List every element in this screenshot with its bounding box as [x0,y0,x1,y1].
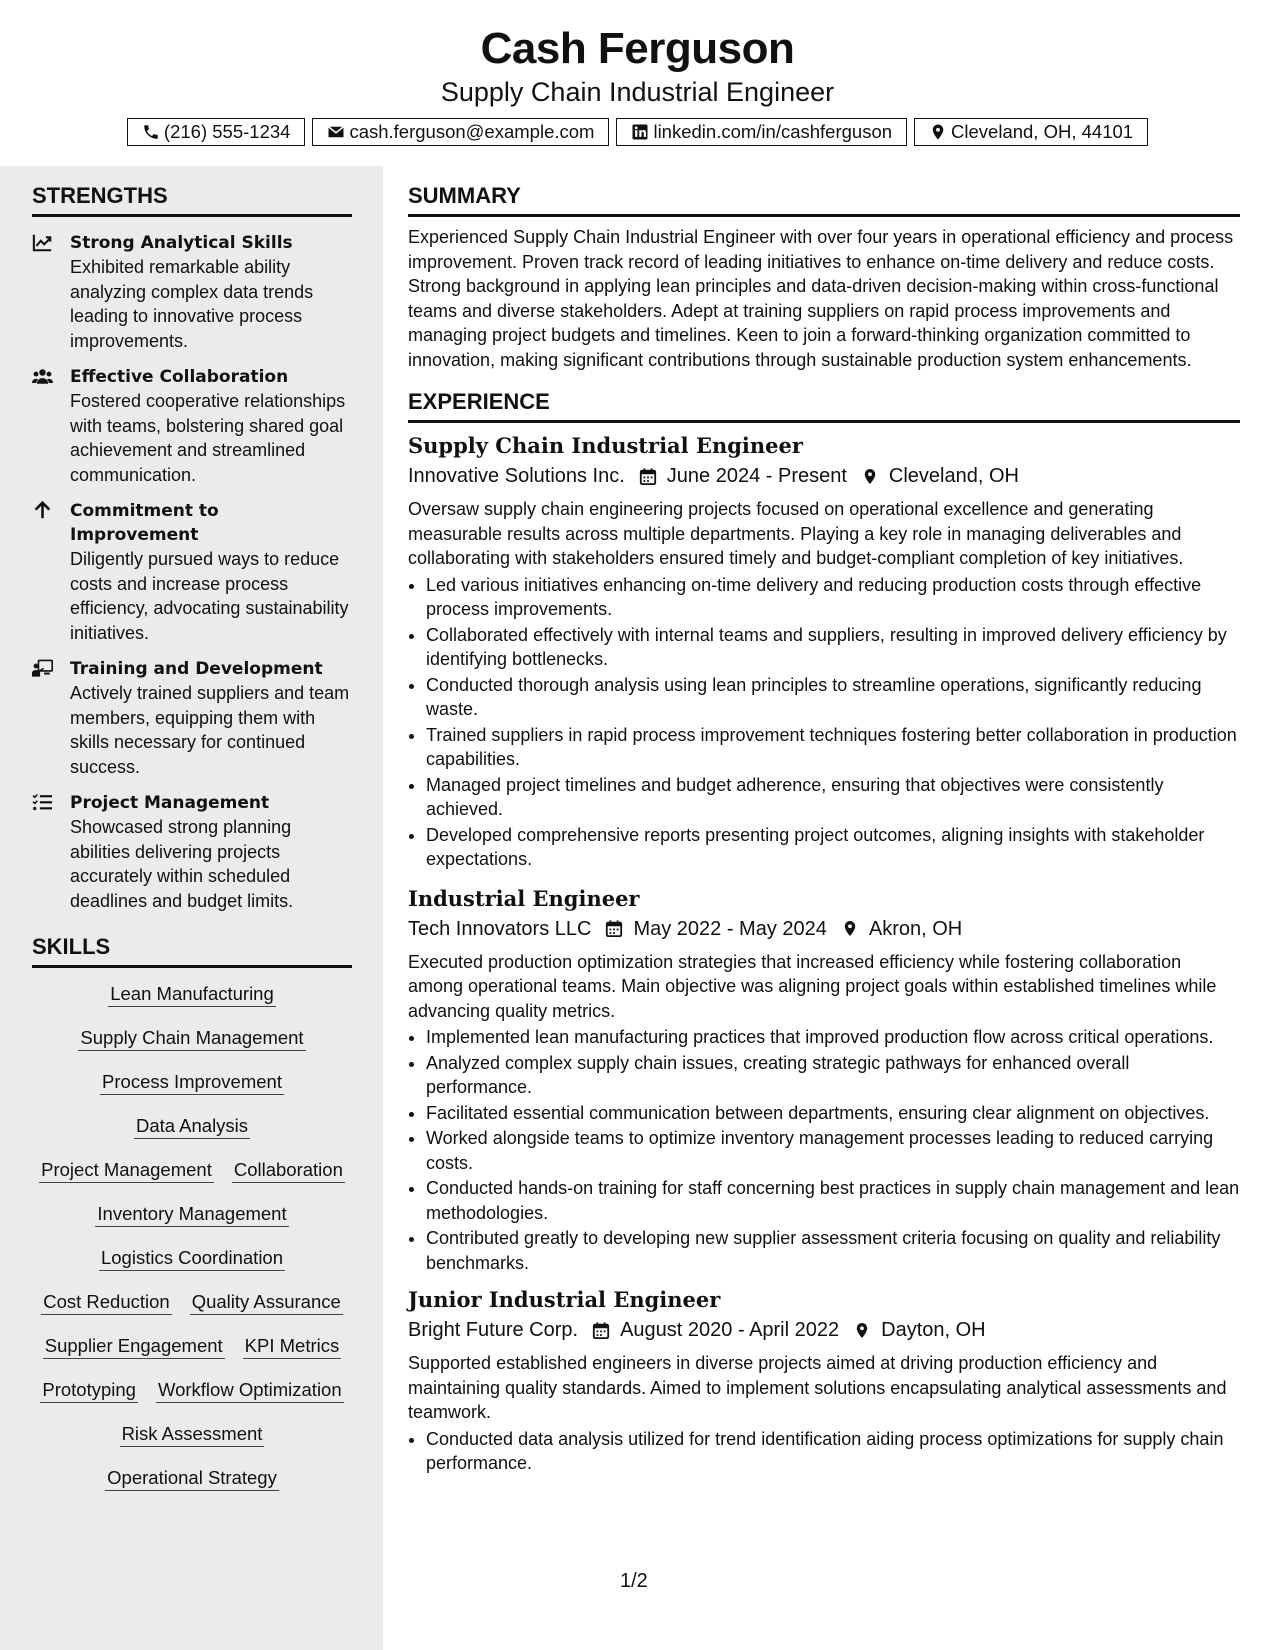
experience-heading: EXPERIENCE [408,386,1240,423]
chalkboard-teacher-icon [32,659,53,678]
strength-description: Showcased strong planning abilities delivering projects accurately within scheduled deadlines and budget limits. [70,817,294,911]
email-text: cash.ferguson@example.com [349,121,595,142]
candidate-name: Cash Ferguson [480,24,795,73]
map-pin-icon [841,919,859,938]
bullet-item: • Conducted data analysis utilized for trend identification aiding process optimizations for supply chain performance. [426,1427,1240,1476]
job-meta [408,1315,1240,1345]
skill-tag: KPI Metrics [243,1334,342,1359]
bullet-item: • Analyzed complex supply chain issues, creating strategic pathways for enhanced overall performance. [426,1051,1240,1100]
skill-tag: Logistics Coordination [99,1246,285,1271]
strength-item [32,231,352,353]
list-check-icon [32,793,53,812]
skill-tag: Collaboration [232,1158,345,1183]
contact-email[interactable] [312,118,609,146]
skill-tag: Operational Strategy [105,1466,279,1491]
phone-icon [142,123,160,141]
strength-title: Project Management [70,793,270,813]
resume-header [0,22,1275,146]
skill-tag: Data Analysis [134,1114,250,1139]
job-title: Supply Chain Industrial Engineer [408,433,803,458]
bullet-item: • Conducted thorough analysis using lean principles to streamline operations, significantly reducing waste. [426,673,1240,722]
phone-text: (216) 555-1234 [163,121,291,142]
skill-tag: Workflow Optimization [156,1378,344,1403]
strengths-heading: STRENGTHS [32,180,352,217]
bullet-item: • Collaborated effectively with internal teams and suppliers, resulting in improved delivery efficiency by identifying bottlenecks. [426,623,1240,672]
job-company: Innovative Solutions Inc. [408,465,625,487]
bullet-item: • Conducted hands-on training for staff concerning best practices in supply chain management and lean methodologies. [426,1176,1240,1225]
strength-description: Fostered cooperative relationships with teams, bolstering shared goal achievement and streamlined communication. [70,391,346,485]
bullet-item: • Implemented lean manufacturing practices that improved production flow across critical operations. [426,1025,1240,1050]
summary-heading: SUMMARY [408,180,1240,217]
map-pin-icon [861,467,879,486]
job-location: Cleveland, OH [888,465,1019,487]
linkedin-text: linkedin.com/in/cashferguson [653,121,893,142]
strength-item [32,657,352,779]
job-entry [408,1285,1240,1476]
skill-tag: Cost Reduction [41,1290,171,1315]
bullet-item: • Facilitated essential communication between departments, ensuring clear alignment on objectives. [426,1101,1240,1126]
bullet-item: • Trained suppliers in rapid process improvement techniques fostering better collaboration in production capabilities. [426,723,1240,772]
contact-phone[interactable] [127,118,306,146]
bullet-item: • Developed comprehensive reports presenting project outcomes, aligning insights with stakeholder expectations. [426,823,1240,872]
job-meta [408,461,1240,491]
job-dates: May 2022 - May 2024 [633,917,827,940]
main-content [408,180,1240,1477]
page-number: 1/2 [620,1570,648,1592]
job-location: Akron, OH [868,917,963,940]
job-description: Executed production optimization strategies that increased efficiency while fostering collaboration among operational teams. Main objective was aligning project goals within established timelines while advancing quality metrics. [408,951,1217,1021]
strength-description: Exhibited remarkable ability analyzing complex data trends leading to innovative process improvements. [70,257,314,351]
strength-description: Diligently pursued ways to reduce costs and increase process efficiency, advocating sustainability initiatives. [70,549,349,643]
strength-description: Actively trained suppliers and team members, equipping them with skills necessary for continued success. [70,683,350,777]
job-company: Tech Innovators LLC [408,917,592,940]
skill-tag: Inventory Management [95,1202,288,1227]
summary-text: Experienced Supply Chain Industrial Engineer with over four years in operational efficiency and process improvement. Proven track record of leading initiatives to enhance on-time delivery and reduce costs. Strong background in applying lean principles and data-driven decision-making within cross-functional teams and diverse stakeholders. Adept at training suppliers on rapid process improvements and managing project budgets and timelines. Keen to join a forward-thinking organization committed to innovation, making significant contributions through sustainable production system enhancements. [408,227,1234,370]
contact-linkedin[interactable] [616,118,907,146]
skill-tag: Prototyping [40,1378,138,1403]
job-entry [408,884,1240,1276]
job-description: Oversaw supply chain engineering projects focused on operational excellence and generating measurable results across multiple departments. Playing a key role in managing deliverables and collaborating with stakeholders ensured timely and budget-compliant completion of key initiatives. [408,499,1184,568]
job-entry [408,431,1240,872]
strength-item [32,499,352,645]
strength-item [32,365,352,487]
contact-location [914,118,1148,146]
skill-tag: Quality Assurance [190,1290,343,1315]
map-pin-icon [853,1321,871,1340]
strength-title: Effective Collaboration [70,367,289,387]
arrow-up-icon [32,501,53,520]
map-pin-icon [929,123,947,141]
users-icon [32,367,53,386]
job-meta [408,914,1240,944]
skill-tag: Supplier Engagement [43,1334,225,1359]
strength-title: Training and Development [70,659,323,679]
job-bullets [408,573,1240,872]
skill-tag: Process Improvement [100,1070,284,1095]
chart-line-icon [32,233,53,252]
strength-item [32,791,352,913]
skills-heading: SKILLS [32,931,352,968]
job-bullets [408,1427,1240,1476]
skill-tag: Supply Chain Management [78,1026,305,1051]
contact-bar [0,118,1275,146]
job-description: Supported established engineers in diverse projects aimed at driving production efficiency and maintaining quality standards. Aimed to implement solutions encapsulating analytical assessments and teamwork. [408,1353,1227,1422]
calendar-icon [639,467,657,486]
job-title: Junior Industrial Engineer [408,1287,721,1312]
calendar-icon [592,1321,610,1340]
bullet-item: • Led various initiatives enhancing on-time delivery and reducing production costs through effective process improvements. [426,573,1240,622]
strength-title: Commitment to Improvement [70,501,219,545]
job-dates: June 2024 - Present [666,465,847,487]
skill-tag: Project Management [39,1158,214,1183]
sidebar [32,180,352,1510]
calendar-icon [605,919,623,938]
location-text: Cleveland, OH, 44101 [951,121,1134,142]
job-bullets [408,1025,1240,1275]
skill-tag: Lean Manufacturing [108,982,276,1007]
job-company: Bright Future Corp. [408,1319,579,1341]
strength-title: Strong Analytical Skills [70,233,293,253]
bullet-item: • Worked alongside teams to optimize inventory management processes leading to reduced carrying costs. [426,1126,1240,1175]
job-dates: August 2020 - April 2022 [620,1319,840,1341]
candidate-title: Supply Chain Industrial Engineer [440,77,835,107]
skill-tag: Risk Assessment [120,1422,265,1447]
skills-list [32,982,352,1510]
job-location: Dayton, OH [881,1319,986,1341]
bullet-item: • Contributed greatly to developing new supplier assessment criteria focusing on quality and reliability benchmarks. [426,1226,1240,1275]
linkedin-icon [631,123,649,141]
job-title: Industrial Engineer [408,885,640,911]
bullet-item: • Managed project timelines and budget adherence, ensuring that objectives were consistently achieved. [426,773,1240,822]
envelope-icon [327,123,345,141]
